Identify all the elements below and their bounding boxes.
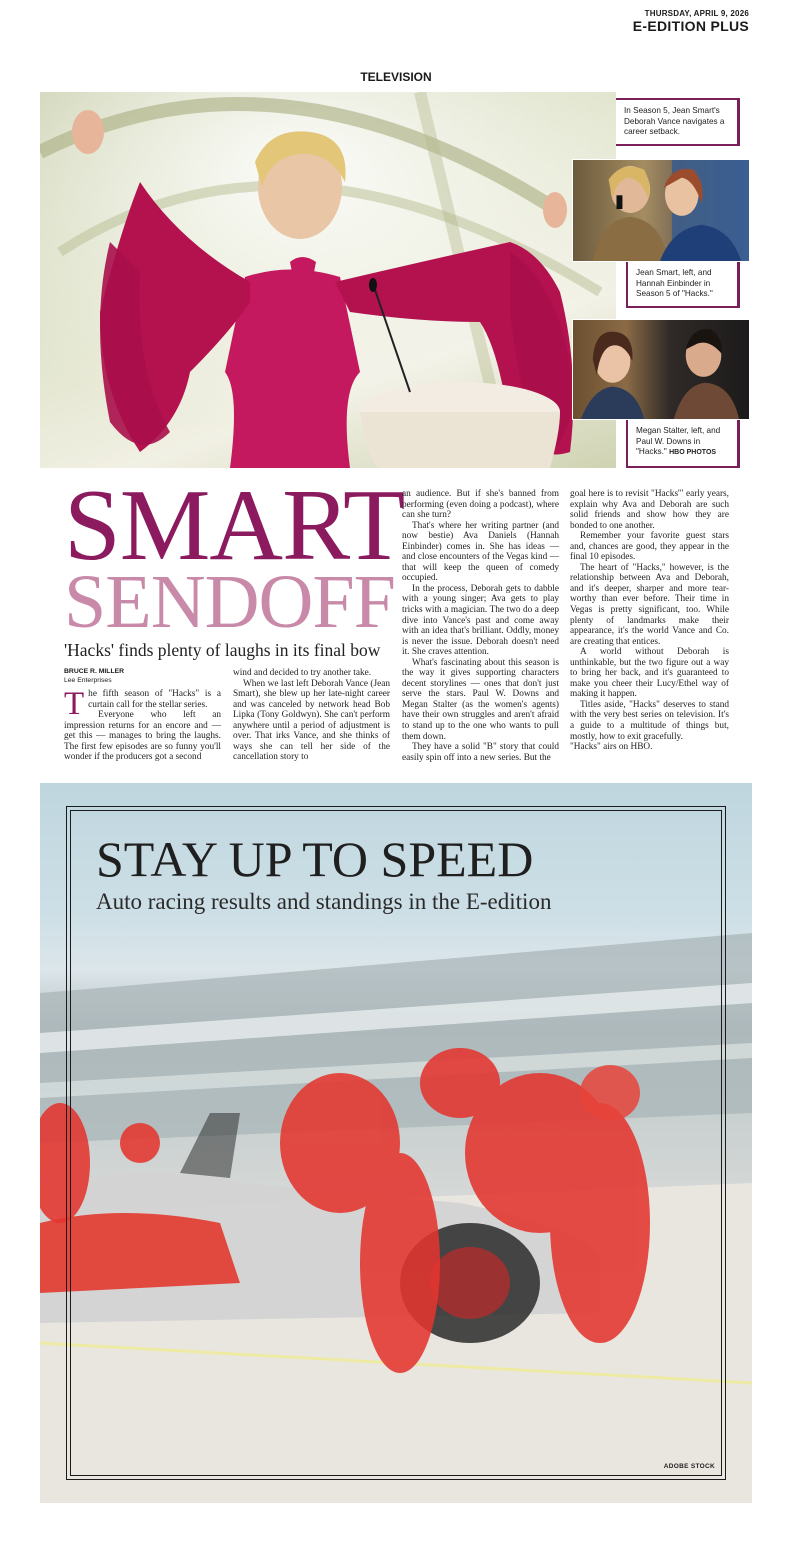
- caption-bottom: [626, 420, 740, 468]
- byline: [64, 668, 124, 685]
- byline-name: BRUCE R. MILLER: [64, 668, 125, 675]
- drop-cap: T: [64, 686, 85, 722]
- paragraph: he fifth season of "Hacks" is a curtain call for the stellar series.: [88, 689, 221, 710]
- paragraph: When we last left Deborah Vance (Jean Smart), she blew up her late-night career and was canceled by network head Bob Lipka (Tony Goldwyn). She can't perform anywhere until a period of adjustment is over. That irks Vance, and she thinks of ways she can tell her side of the cancellation story to: [233, 678, 390, 763]
- paragraph: an audience. But if she's banned from performing (even doing a podcast), where can she turn?: [402, 489, 559, 521]
- paragraph: The heart of "Hacks," however, is the relationship between Ava and Deborah, and it's deeper, sharper and more tear-worthy than ever before. Their time in Vegas is pretty significant, too. While plenty of landmarks make their appearance, it's the world Vance and Co. are creating that entices.: [570, 562, 729, 647]
- caption-top: [616, 98, 740, 146]
- ad-subtitle: Auto racing results and standings in the E-edition: [96, 889, 552, 914]
- side-photo-2-illustration: [573, 320, 749, 419]
- caption-middle-text: Jean Smart, left, and Hannah Einbinder in Season 5 of "Hacks.": [636, 268, 713, 298]
- article-column-2: [233, 668, 390, 763]
- paragraph: goal here is to revisit "Hacks'" early years, explain why Ava and Deborah are such solid friends and show how they are bonded to one another.: [570, 489, 729, 531]
- side-photo-stalter-downs: [572, 319, 750, 420]
- deck: 'Hacks' finds plenty of laughs in its final bow: [64, 640, 381, 660]
- side-photo-smart-einbinder: [572, 159, 750, 262]
- paragraph: That's where her writing partner (and now bestie) Ava Daniels (Hannah Einbinder) comes in. She has ideas — and close encounters of the Vegas kind — that will keep the queen of comedy occupied.: [402, 520, 559, 584]
- paragraph: In the process, Deborah gets to dabble with a young singer; Ava gets to play tricks with a magician. The two do a deep dive into Vance's past and come away with an idea that's brilliant. Oddly, money is never the issue. Deborah doesn't need it. She craves attention.: [402, 583, 559, 658]
- photo-credit: HBO PHOTOS: [669, 449, 717, 456]
- caption-bottom-text: Megan Stalter, left, and Paul W. Downs in "Hacks.": [636, 426, 721, 456]
- ad-racing[interactable]: [40, 783, 752, 1503]
- article-column-3: [402, 489, 559, 763]
- article-column-4: [570, 489, 729, 753]
- article-column-1: [64, 686, 221, 763]
- headline-line-1: SMART: [64, 469, 405, 582]
- paragraph: Remember your favorite guest stars and, chances are good, they appear in the final 10 episodes.: [570, 531, 729, 563]
- masthead-date: THURSDAY, APRIL 9, 2026: [644, 9, 749, 18]
- paragraph: Everyone who left an impression returns for an encore and — get this — manages to bring the laughs. The first few episodes are so funny you'll wonder if the producers got a second: [64, 710, 221, 763]
- airs-note: "Hacks" airs on HBO.: [570, 742, 653, 753]
- paragraph: wind and decided to try another take.: [233, 668, 372, 678]
- main-photo-illustration: [40, 92, 616, 468]
- paragraph: They have a solid "B" story that could easily spin off into a new series. But the: [402, 742, 559, 763]
- ad-title: STAY UP TO SPEED: [96, 831, 534, 887]
- ad-image-credit: ADOBE STOCK: [663, 1463, 715, 1470]
- caption-middle: [626, 262, 740, 308]
- paragraph: Titles aside, "Hacks" deserves to stand with the very best series on television. It's a guide to a multitude of things but, mostly, how to exit gracefully.: [570, 699, 729, 742]
- side-photo-1-illustration: [573, 160, 749, 261]
- headline-line-2: SENDOFF: [64, 560, 395, 644]
- byline-org: Lee Enterprises: [64, 676, 112, 684]
- paragraph: What's fascinating about this season is the way it gives supporting characters decent storylines — ones that don't just serve the stars. Paul W. Downs and Megan Stalter (as the women's agents) have their own struggles and aren't afraid to stand up to the one who wants to pull them down.: [402, 657, 559, 742]
- main-photo: [40, 92, 616, 468]
- masthead-edition: E-EDITION PLUS: [632, 18, 749, 34]
- paragraph: A world without Deborah is unthinkable, but the two figure out a way to bring her back, and it's guaranteed to make you cheer their Lucy/Ethel way of making it happen.: [570, 647, 729, 700]
- section-label: TELEVISION: [360, 70, 432, 84]
- caption-top-text: In Season 5, Jean Smart's Deborah Vance navigates a career setback.: [624, 106, 725, 136]
